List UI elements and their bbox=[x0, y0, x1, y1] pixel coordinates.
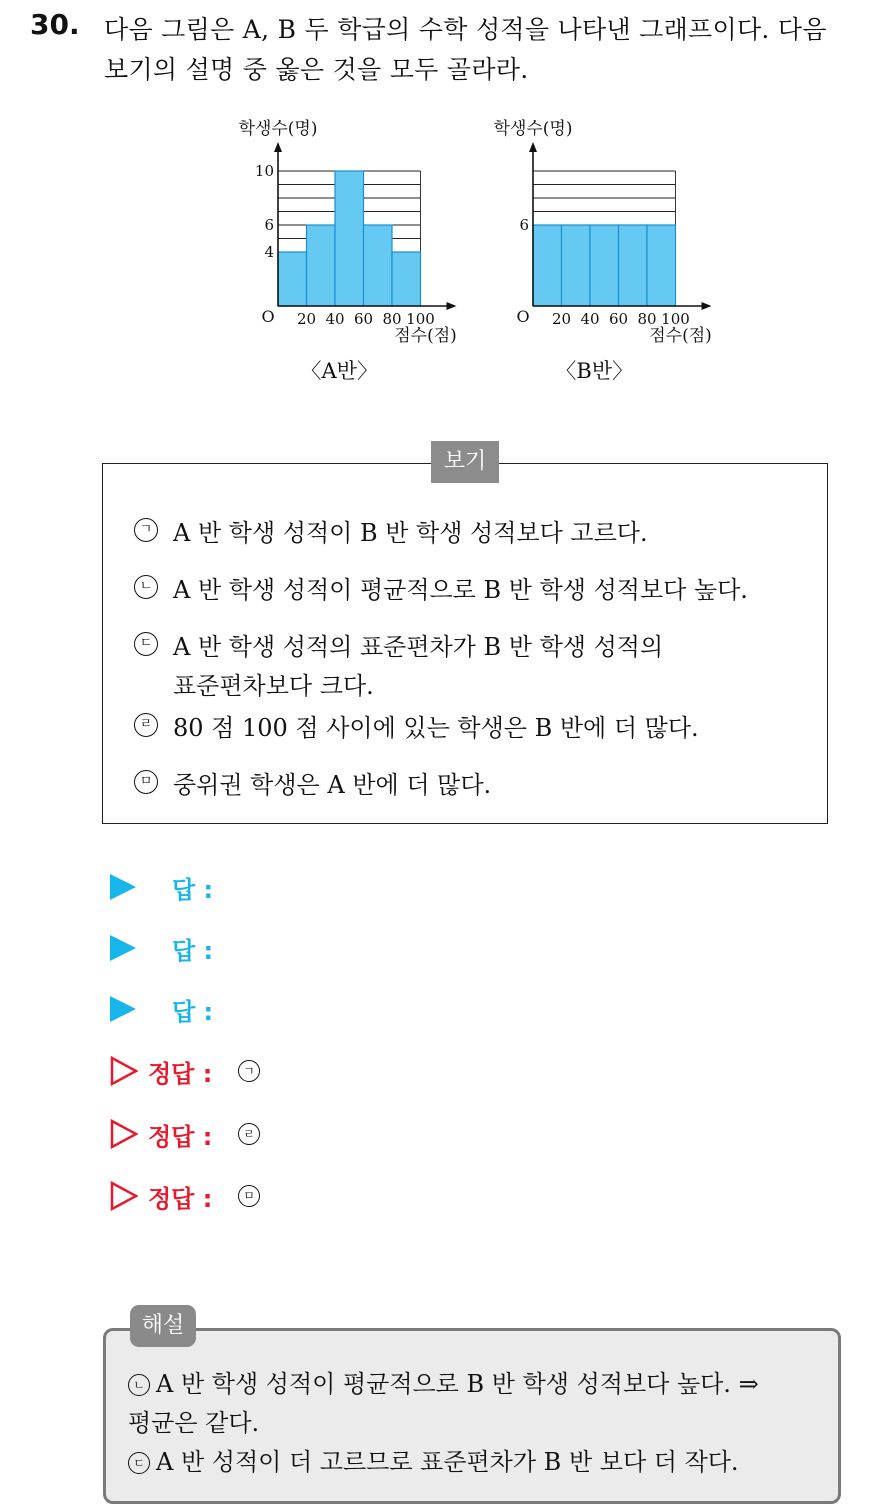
y-tick-label: 10 bbox=[254, 162, 274, 180]
histogram-bar bbox=[533, 225, 562, 306]
y-tick-label: 6 bbox=[519, 216, 529, 234]
y-tick-label: 6 bbox=[264, 216, 274, 234]
histogram-bar bbox=[647, 225, 676, 306]
histogram-bar bbox=[335, 171, 364, 306]
explanation-line-2 bbox=[128, 1403, 259, 1438]
bogi-mark-3: ㄷ bbox=[134, 632, 158, 656]
origin-label: O bbox=[516, 307, 530, 326]
bogi-item-2: A 반 학생 성적이 평균적으로 B 반 학생 성적보다 높다. bbox=[173, 576, 748, 604]
correct-answer-value: ㄹ bbox=[238, 1123, 260, 1145]
correct-answer-label: 정답 : bbox=[148, 1060, 213, 1088]
correct-answer-value: ㅁ bbox=[238, 1185, 260, 1207]
x-tick-label: 40 bbox=[580, 310, 600, 328]
x-tick-label: 60 bbox=[608, 310, 629, 328]
histogram-bar bbox=[590, 225, 619, 306]
answer-label: 답 : bbox=[172, 998, 214, 1026]
bogi-item-1: A 반 학생 성적이 B 반 학생 성적보다 고르다. bbox=[173, 519, 648, 547]
chart-caption: 〈A반〉 bbox=[300, 359, 378, 383]
correct-answer-label: 정답 : bbox=[148, 1185, 213, 1213]
x-tick-label: 20 bbox=[296, 310, 317, 328]
bogi-item-3: A 반 학생 성적의 표준편차가 B 반 학생 성적의 bbox=[173, 633, 664, 661]
bogi-item-4: 80 점 100 점 사이에 있는 학생은 B 반에 더 많다. bbox=[173, 714, 699, 742]
explanation-text: A 반 학생 성적이 평균적으로 B 반 학생 성적보다 높다. ⇒ bbox=[156, 1370, 759, 1398]
x-axis-label: 점수(점) bbox=[649, 326, 712, 346]
x-tick-label: 80 bbox=[382, 310, 402, 328]
y-axis-label: 학생수(명) bbox=[493, 119, 573, 139]
answer-label: 답 : bbox=[172, 937, 214, 965]
bogi-title: 보기 bbox=[431, 441, 499, 483]
triangle-outline-icon bbox=[110, 1181, 138, 1211]
triangle-outline-icon bbox=[110, 1119, 138, 1149]
correct-answer-value: ㄱ bbox=[238, 1060, 260, 1082]
x-tick-label: 60 bbox=[353, 310, 374, 328]
triangle-icon bbox=[110, 874, 136, 900]
question-text-line-2: 보기의 설명 중 옳은 것을 모두 골라라. bbox=[104, 55, 529, 84]
x-tick-label: 80 bbox=[637, 310, 657, 328]
y-axis-arrow bbox=[274, 142, 282, 152]
triangle-outline-icon bbox=[110, 1056, 138, 1086]
histogram-bar bbox=[364, 225, 393, 306]
explanation-text: 평균은 같다. bbox=[128, 1409, 260, 1437]
triangle-icon bbox=[110, 996, 136, 1022]
x-tick-label: 100 bbox=[661, 310, 690, 328]
question-text-line-1: 다음 그림은 A, B 두 학급의 수학 성적을 나타낸 그래프이다. 다음 bbox=[104, 15, 827, 44]
bogi-mark-2: ㄴ bbox=[134, 575, 158, 599]
explanation-line-1 bbox=[128, 1364, 759, 1399]
x-tick-label: 20 bbox=[551, 310, 572, 328]
explanation-mark: ㄷ bbox=[128, 1452, 150, 1474]
bogi-item-3-cont: 표준편차보다 크다. bbox=[173, 672, 374, 700]
histogram-bar bbox=[562, 225, 591, 306]
bogi-item-5: 중위권 학생은 A 반에 더 많다. bbox=[173, 771, 492, 799]
histogram-bar bbox=[392, 252, 421, 306]
x-axis-label: 점수(점) bbox=[394, 326, 457, 346]
question-number: 30. bbox=[30, 8, 80, 41]
histogram-bar bbox=[307, 225, 336, 306]
histogram-charts bbox=[230, 112, 750, 402]
chart-caption: 〈B반〉 bbox=[555, 359, 634, 383]
explanation-text: A 반 성적이 더 고르므로 표준편차가 B 반 보다 더 작다. bbox=[156, 1448, 739, 1476]
correct-answer-label: 정답 : bbox=[148, 1123, 213, 1151]
x-axis-arrow bbox=[447, 302, 457, 310]
bogi-mark-4: ㄹ bbox=[134, 713, 158, 737]
explanation-title: 해설 bbox=[130, 1305, 196, 1347]
y-axis-label: 학생수(명) bbox=[238, 119, 318, 139]
y-axis-arrow bbox=[529, 142, 537, 152]
x-tick-label: 40 bbox=[325, 310, 345, 328]
bogi-mark-1: ㄱ bbox=[134, 518, 158, 542]
histogram-bar bbox=[619, 225, 648, 306]
triangle-icon bbox=[110, 935, 136, 961]
explanation-line-3 bbox=[128, 1442, 739, 1477]
x-axis-arrow bbox=[702, 302, 712, 310]
bogi-mark-5: ㅁ bbox=[134, 770, 158, 794]
y-tick-label: 4 bbox=[264, 243, 274, 261]
x-tick-label: 100 bbox=[406, 310, 435, 328]
histogram-bar bbox=[278, 252, 307, 306]
origin-label: O bbox=[261, 307, 275, 326]
explanation-mark: ㄴ bbox=[128, 1374, 150, 1396]
answer-label: 답 : bbox=[172, 876, 214, 904]
